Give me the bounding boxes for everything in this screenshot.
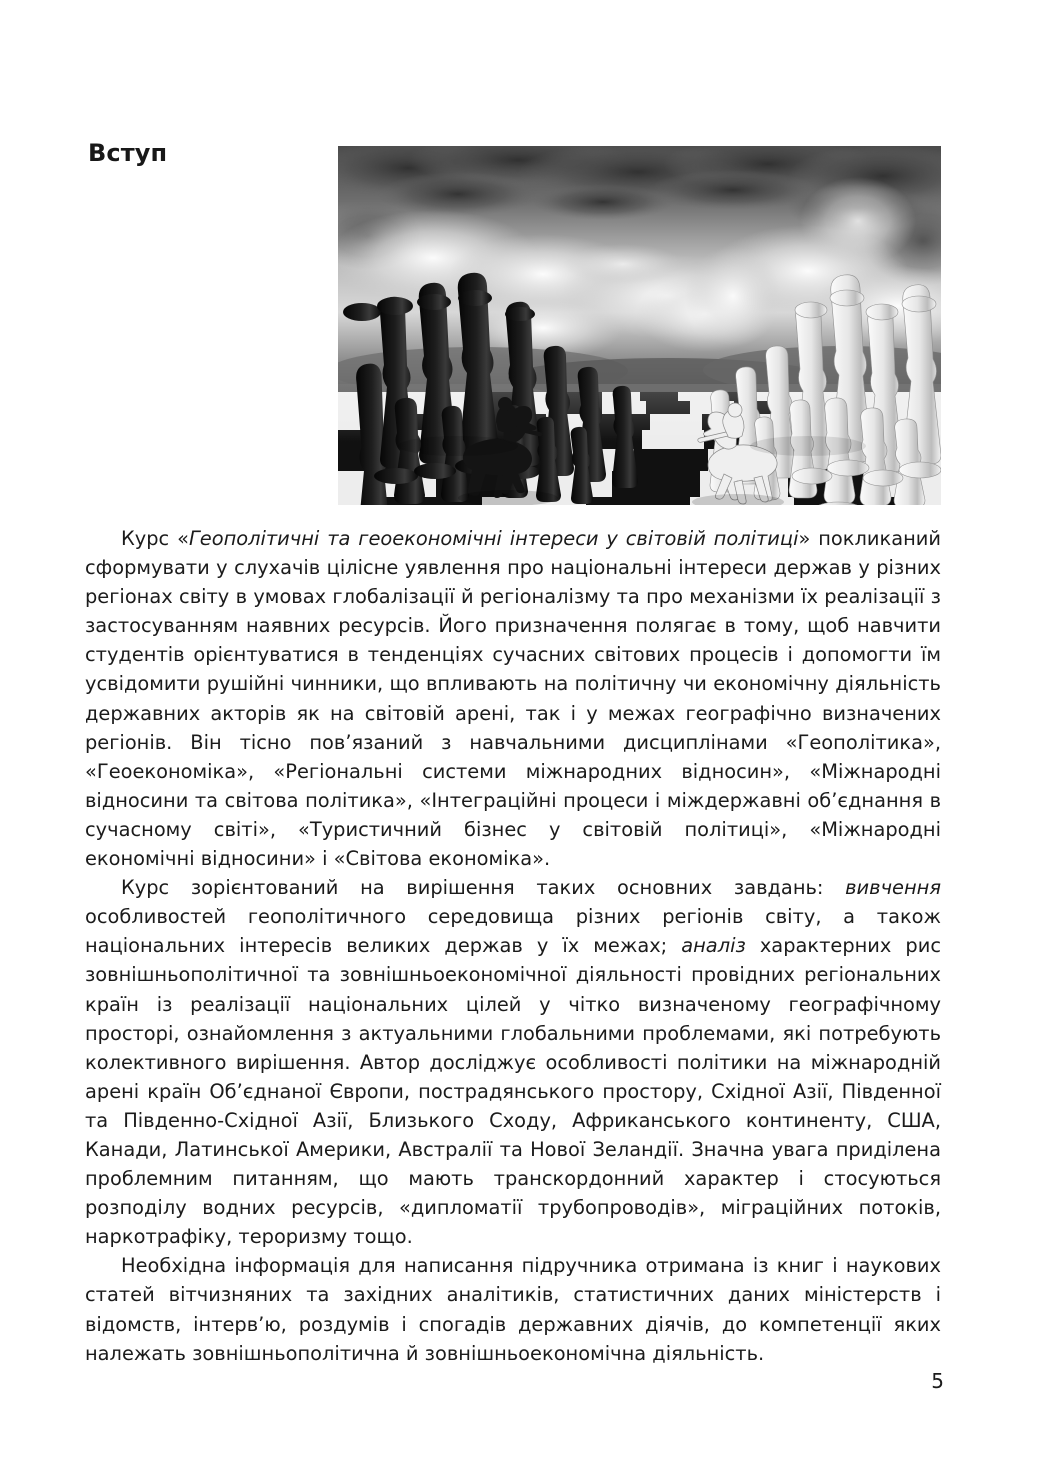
paragraph-sources xyxy=(85,1251,941,1367)
text-run: Курс зорієнтований на вирішення таких основних завдань: xyxy=(121,876,846,900)
text-run: Курс « xyxy=(121,527,189,550)
paragraph-course-purpose xyxy=(85,524,941,873)
text-run: особливостей геополітичного середовища різних регіонів світу, а також національних інтересів великих держав у їх межах; xyxy=(85,905,941,958)
body-text xyxy=(85,524,941,1368)
emphasis-run: Геополітичні та геоекономічні інтереси у світовій політиці xyxy=(188,527,799,550)
page-number: 5 xyxy=(931,1369,944,1393)
chess-illustration-svg xyxy=(338,146,941,505)
emphasis-run: вивчення xyxy=(845,876,941,900)
text-run: » покликаний сформувати у слухачів цілісне уявлення про національні інтереси держав у різних регіонах світу в умовах глобалізації й регіоналізму та про механізми їх реалізації з застосуванням наявних ресурсів. Його призначення полягає в тому, щоб навчити студентів орієнтуватися в тенденціях сучасних світових процесів і допомогти їм усвідомити рушійні чинники, що впливають на політичну чи економічну діяльність державних акторів як на світовій арені, так і у межах географічно визначених регіонів. Він тісно пов’язаний з навчальними дисциплінами «Геополітика», «Геоекономіка», «Регіональні системи міжнародних відносин», «Міжнародні відносини та світова політика», «Інтеграційні процеси і міждержавні об’єднання в сучасному світі», «Туристичний бізнес у світовій політиці», «Міжнародні економічні відносини» і «Світова економіка». xyxy=(85,527,941,871)
text-run: характерних рис зовнішньополітичної та зовнішньоекономічної діяльності провідних регіональних країн із реалізації національних цілей у чітко визначеному географічному просторі, ознайомлення з актуальними глобальними проблемами, які потребують колективного вирішення. Автор досліджує особливості політики на міжнародній арені країн Об’єднаної Європи, пострадянського простору, Східної Азії, Південної та Південно-Східної Азії, Близького Сходу, Африканського континенту, США, Канади, Латинської Америки, Австралії та Нової Зеландії. Значна увага приділена проблемним питанням, що мають транскордонний характер і стосуються розподілу водних ресурсів, «дипломатії трубопроводів», міграційних потоків, наркотрафіку, тероризму тощо. xyxy=(85,934,941,1249)
text-run: Необхідна інформація для написання підручника отримана із книг і наукових статей вітчизняних та західних аналітиків, статистичних даних міністерств і відомств, інтерв’ю, роздумів і спогадів державних діячів, до компетенції яких належать зовнішньополітична й зовнішньоекономічна діяльність. xyxy=(85,1254,941,1365)
chess-board-illustration xyxy=(338,146,941,505)
emphasis-run: аналіз xyxy=(681,934,746,958)
paragraph-course-tasks xyxy=(85,873,941,1251)
page-title: Вступ xyxy=(88,139,168,167)
